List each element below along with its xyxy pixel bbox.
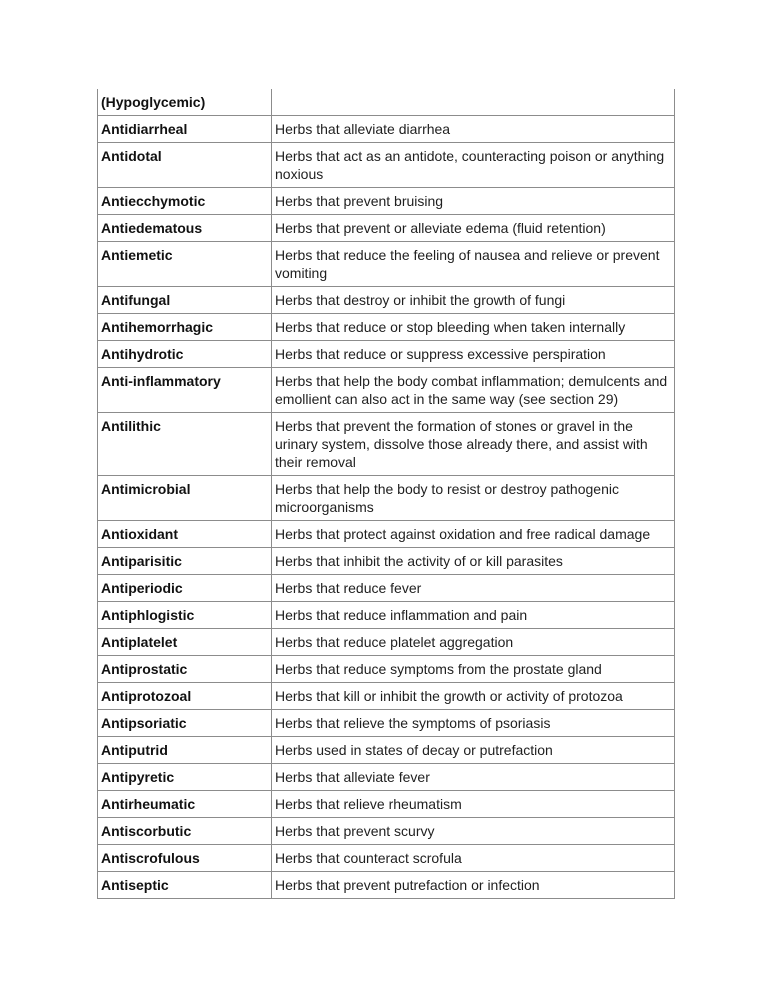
table-row: [98, 242, 675, 287]
term-cell: Antipyretic: [98, 764, 272, 791]
term-cell: Antidotal: [98, 143, 272, 188]
definition-cell: Herbs that counteract scrofula: [272, 845, 675, 872]
table-row: [98, 791, 675, 818]
definition-cell: Herbs that reduce symptoms from the prostate gland: [272, 656, 675, 683]
definition-cell: Herbs that protect against oxidation and free radical damage: [272, 521, 675, 548]
term-cell: Antipsoriatic: [98, 710, 272, 737]
definition-cell: Herbs that help the body combat inflammation; demulcents and emollient can also act in the same way (see section 29): [272, 368, 675, 413]
definition-cell: Herbs that reduce or stop bleeding when taken internally: [272, 314, 675, 341]
term-cell: Antihemorrhagic: [98, 314, 272, 341]
table-row: [98, 845, 675, 872]
definition-cell: Herbs that alleviate fever: [272, 764, 675, 791]
definition-cell: Herbs that relieve the symptoms of psoriasis: [272, 710, 675, 737]
term-cell: Antilithic: [98, 413, 272, 476]
definition-cell: Herbs that help the body to resist or destroy pathogenic microorganisms: [272, 476, 675, 521]
definition-cell: Herbs that kill or inhibit the growth or activity of protozoa: [272, 683, 675, 710]
table-row: [98, 548, 675, 575]
term-cell: (Hypoglycemic): [98, 89, 272, 116]
term-cell: Antiparisitic: [98, 548, 272, 575]
table-row: [98, 710, 675, 737]
definition-cell: Herbs that reduce inflammation and pain: [272, 602, 675, 629]
definition-cell: Herbs that prevent putrefaction or infection: [272, 872, 675, 899]
term-cell: Antihydrotic: [98, 341, 272, 368]
definition-cell: Herbs that inhibit the activity of or kill parasites: [272, 548, 675, 575]
term-cell: Antiplatelet: [98, 629, 272, 656]
definition-cell: Herbs that prevent scurvy: [272, 818, 675, 845]
term-cell: Antidiarrheal: [98, 116, 272, 143]
term-cell: Antiseptic: [98, 872, 272, 899]
term-cell: Antiperiodic: [98, 575, 272, 602]
herb-actions-table: [97, 89, 675, 899]
term-cell: Antioxidant: [98, 521, 272, 548]
table-row: [98, 737, 675, 764]
table-body: [98, 89, 675, 899]
table-row: [98, 629, 675, 656]
definition-cell: Herbs that reduce the feeling of nausea and relieve or prevent vomiting: [272, 242, 675, 287]
definition-cell: Herbs used in states of decay or putrefaction: [272, 737, 675, 764]
term-cell: Antiprostatic: [98, 656, 272, 683]
table-row: [98, 116, 675, 143]
table-row: [98, 89, 675, 116]
term-cell: Anti-inflammatory: [98, 368, 272, 413]
table-row: [98, 215, 675, 242]
table-row: [98, 341, 675, 368]
term-cell: Antimicrobial: [98, 476, 272, 521]
term-cell: Antiscrofulous: [98, 845, 272, 872]
term-cell: Antiecchymotic: [98, 188, 272, 215]
definition-cell: Herbs that reduce fever: [272, 575, 675, 602]
definition-cell: Herbs that reduce platelet aggregation: [272, 629, 675, 656]
table-row: [98, 413, 675, 476]
term-cell: Antirheumatic: [98, 791, 272, 818]
table-row: [98, 188, 675, 215]
definition-cell: Herbs that relieve rheumatism: [272, 791, 675, 818]
term-cell: Antiedematous: [98, 215, 272, 242]
table-row: [98, 818, 675, 845]
table-row: [98, 368, 675, 413]
table-row: [98, 575, 675, 602]
term-cell: Antiscorbutic: [98, 818, 272, 845]
table-row: [98, 287, 675, 314]
definition-cell: [272, 89, 675, 116]
term-cell: Antiprotozoal: [98, 683, 272, 710]
term-cell: Antiphlogistic: [98, 602, 272, 629]
table-row: [98, 602, 675, 629]
table-row: [98, 314, 675, 341]
term-cell: Antiemetic: [98, 242, 272, 287]
table-row: [98, 683, 675, 710]
definition-cell: Herbs that alleviate diarrhea: [272, 116, 675, 143]
table-row: [98, 872, 675, 899]
term-cell: Antiputrid: [98, 737, 272, 764]
table-row: [98, 143, 675, 188]
table-row: [98, 656, 675, 683]
table-row: [98, 521, 675, 548]
term-cell: Antifungal: [98, 287, 272, 314]
definition-cell: Herbs that reduce or suppress excessive perspiration: [272, 341, 675, 368]
table-row: [98, 476, 675, 521]
definition-cell: Herbs that prevent bruising: [272, 188, 675, 215]
definition-cell: Herbs that destroy or inhibit the growth of fungi: [272, 287, 675, 314]
table-row: [98, 764, 675, 791]
definition-cell: Herbs that act as an antidote, counteracting poison or anything noxious: [272, 143, 675, 188]
definition-cell: Herbs that prevent or alleviate edema (fluid retention): [272, 215, 675, 242]
definition-cell: Herbs that prevent the formation of stones or gravel in the urinary system, dissolve those already there, and assist with their removal: [272, 413, 675, 476]
